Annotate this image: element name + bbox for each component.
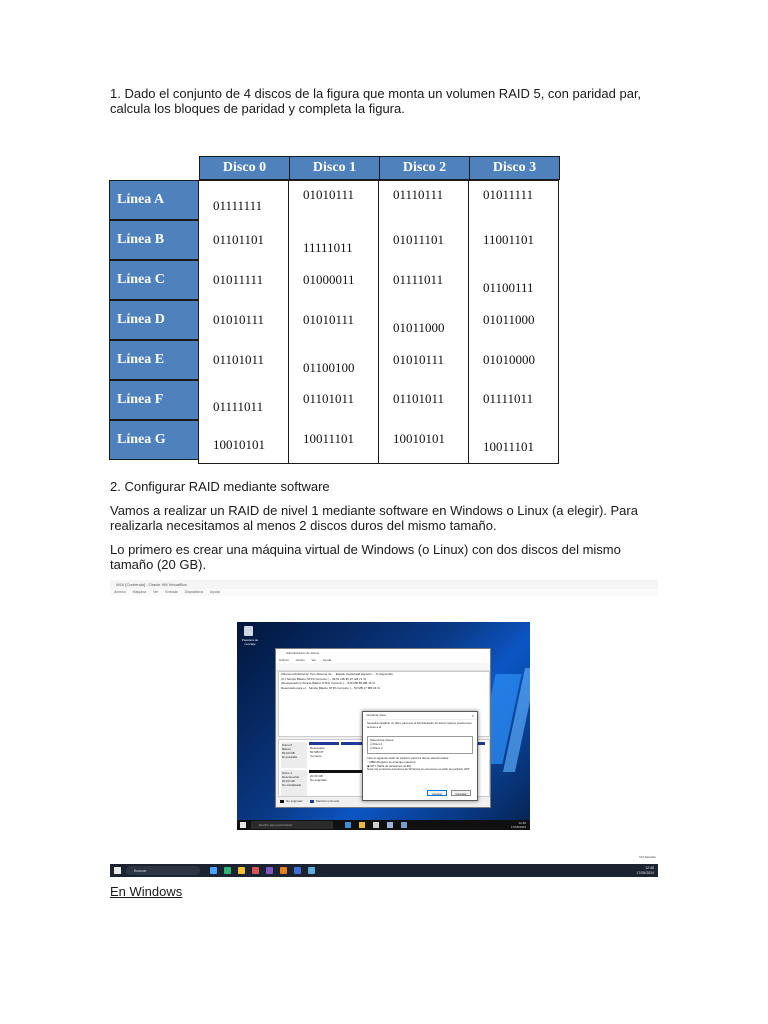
- row-label-linea-d: Línea D: [109, 300, 199, 340]
- cell-g-2: 10010101: [393, 431, 445, 446]
- cell-a-1: 01010111: [303, 187, 355, 202]
- host-time: 12:48: [645, 866, 654, 870]
- vb-menu-item[interactable]: Máquina: [132, 590, 147, 594]
- cell-f-0: 01111011: [213, 399, 264, 414]
- cell-e-3: 01010000: [483, 352, 535, 367]
- column-header-disco-3: Disco 3: [469, 156, 560, 180]
- cell-a-0: 01111111: [213, 198, 263, 213]
- question-2-heading: 2. Configurar RAID mediante software: [110, 479, 330, 494]
- disk-0-name: Disco 0: [282, 743, 293, 747]
- disk-1-name: Disco 1: [282, 771, 293, 775]
- disk-2-checkbox[interactable]: ☑ Disco 2: [370, 746, 383, 750]
- cell-d-2: 01011000: [393, 320, 445, 335]
- cell-c-1: 01000011: [303, 272, 355, 287]
- vb-menu-item[interactable]: Entrada: [165, 590, 178, 594]
- cell-c-0: 01011111: [213, 272, 264, 287]
- cell-e-1: 01100100: [303, 360, 355, 375]
- dialog-note: Nota: las versiones anteriores de Windows no reconocen el estilo de partición GPT.: [367, 767, 471, 772]
- gpt-radio[interactable]: ◉ GPT (Tabla de particiones GUID): [367, 763, 412, 768]
- cell-b-0: 01101101: [213, 232, 265, 247]
- guest-search-box[interactable]: Escribe aquí para buscar: [251, 821, 333, 829]
- cell-d-1: 01010111: [303, 312, 355, 327]
- guest-time: 12:48: [518, 821, 526, 825]
- guest-taskbar: [237, 820, 530, 830]
- column-header-disco-0: Disco 0: [199, 156, 290, 180]
- dm-menu-item[interactable]: Archivo: [279, 658, 290, 662]
- volume-row[interactable]: (C:) Simple Básico NTFS Correcto (... 49,51 GB 35,07 GB 71 %: [281, 676, 366, 681]
- virtualbox-screenshot: [110, 580, 658, 877]
- caption-en-windows: En Windows: [110, 884, 183, 899]
- cell-c-2: 01111011: [393, 272, 444, 287]
- disk-1-info[interactable]: [281, 770, 307, 796]
- cell-c-3: 01100111: [483, 280, 534, 295]
- chrome-icon[interactable]: [280, 867, 287, 874]
- cell-g-0: 10010101: [213, 437, 265, 452]
- column-header-disco-1: Disco 1: [289, 156, 380, 180]
- disk-0-type: Básico: [282, 747, 292, 751]
- disk-0-partition-size: 50 MB NT: [310, 750, 324, 754]
- edge-icon[interactable]: [224, 867, 231, 874]
- vm-paragraph: Lo primero es crear una máquina virtual de Windows (o Linux) con dos discos del mismo tamaño (20 GB).: [110, 542, 621, 572]
- host-taskbar: [110, 864, 658, 877]
- windows-start-icon[interactable]: [240, 822, 246, 828]
- close-icon[interactable]: ×: [471, 713, 474, 718]
- volume-list-header: Volumen Distribución Tipo Sistema de ... Estado Capacidad Espacio ... % disponible: [281, 672, 393, 676]
- disk-management-toolbar: [276, 663, 490, 671]
- recycle-bin-label: Papelera de reciclaje: [241, 638, 259, 646]
- cell-a-3: 01011111: [483, 187, 534, 202]
- host-date: 17/05/2024: [636, 870, 654, 875]
- cell-b-3: 11001101: [483, 232, 535, 247]
- file-explorer-icon[interactable]: [238, 867, 245, 874]
- disk-0-partition-status: Correcto: [310, 754, 322, 758]
- cell-a-2: 01110111: [393, 187, 444, 202]
- dm-menu-item[interactable]: Acción: [295, 658, 305, 662]
- partition-style-label: Usar el siguiente estilo de partición para los discos seleccionados:: [367, 756, 450, 760]
- virtualbox-status-bar: Ctrl Derecho: [639, 855, 656, 859]
- app-icon[interactable]: [252, 867, 259, 874]
- file-explorer-icon[interactable]: [359, 822, 365, 828]
- disk-legend: [280, 799, 339, 803]
- recycle-bin-icon[interactable]: [244, 626, 253, 636]
- guest-clock: [511, 821, 526, 829]
- disk-1-type: Desconocido: [282, 775, 300, 779]
- dm-menu-item[interactable]: Ver: [311, 658, 317, 662]
- disk-management-title: Administración de discos: [276, 649, 490, 657]
- virtualbox-icon[interactable]: [308, 867, 315, 874]
- disk-0-size: 50,00 GB: [282, 751, 295, 755]
- disk-0-info[interactable]: [281, 742, 307, 768]
- legend-primary: Partición primaria: [315, 799, 340, 803]
- cell-e-2: 01010111: [393, 352, 445, 367]
- cell-f-2: 01101011: [393, 391, 445, 406]
- disk-select-list: [367, 736, 473, 754]
- disk-0-partition-name: Reservado: [310, 746, 325, 750]
- mbr-radio[interactable]: ○ MBR (Registro de arranque maestro): [367, 759, 416, 764]
- cell-g-1: 10011101: [303, 431, 355, 446]
- guest-desktop: [237, 622, 530, 830]
- cancel-button[interactable]: Cancelar: [451, 790, 471, 796]
- cell-b-2: 01011101: [393, 232, 445, 247]
- row-label-linea-c: Línea C: [109, 260, 199, 300]
- disk-1-status: No inicializado: [282, 783, 302, 787]
- edge-icon[interactable]: [345, 822, 351, 828]
- volume-row[interactable]: Reservado para el... Simple Básico NTFS Correcto (... 50 MB 17 MB 34 %: [281, 685, 380, 690]
- word-icon[interactable]: [294, 867, 301, 874]
- row-label-linea-f: Línea F: [109, 380, 199, 420]
- ok-button[interactable]: Aceptar: [427, 790, 447, 796]
- taskview-icon[interactable]: [210, 867, 217, 874]
- host-search-box[interactable]: Buscar: [126, 866, 200, 875]
- vb-menu-item[interactable]: Archivo: [114, 590, 126, 594]
- store-icon[interactable]: [373, 822, 379, 828]
- initialize-disk-dialog: [362, 711, 478, 801]
- row-label-linea-e: Línea E: [109, 340, 199, 380]
- disk-management-taskbar-icon[interactable]: [401, 822, 407, 828]
- disk-1-checkbox[interactable]: ☑ Disco 1: [370, 742, 383, 746]
- dialog-description: [363, 720, 477, 731]
- legend-unallocated: No asignado: [286, 799, 303, 803]
- disk-0-status: En pantalla: [282, 755, 298, 759]
- disk-1-size: 20,00 GB: [282, 779, 295, 783]
- dialog-title: [363, 712, 477, 720]
- windows-start-icon[interactable]: [114, 867, 121, 874]
- cell-e-0: 01101011: [213, 352, 265, 367]
- vb-menu-item[interactable]: Ver: [153, 590, 159, 594]
- column-header-disco-2: Disco 2: [379, 156, 470, 180]
- vb-menu-item[interactable]: Ayuda: [210, 590, 220, 594]
- select-disks-label: Seleccionar discos:: [370, 738, 395, 742]
- virtualbox-title-bar: W10 [Corriendo] - Oracle VM VirtualBox: [110, 580, 658, 589]
- mail-icon[interactable]: [387, 822, 393, 828]
- host-clock: [636, 866, 654, 875]
- disk-1-partition-status: No asignado: [310, 778, 327, 782]
- disk-0-partition[interactable]: [309, 742, 339, 766]
- disk-1-partition-size: 20,00 GB: [310, 774, 323, 778]
- cell-f-3: 01111011: [483, 391, 534, 406]
- cell-g-3: 10011101: [483, 439, 535, 454]
- volume-row[interactable]: (Recuperación) Simple Básico NTFS Correcto (... 529 MB 85 MB 16 %: [281, 681, 376, 686]
- cell-f-1: 01101011: [303, 391, 355, 406]
- unallocated-swatch: [280, 800, 284, 803]
- vb-menu-item[interactable]: Dispositivos: [184, 590, 204, 594]
- app-icon[interactable]: [266, 867, 273, 874]
- cell-d-0: 01010111: [213, 312, 265, 327]
- row-label-linea-b: Línea B: [109, 220, 199, 260]
- dialog-text: Necesita inicializar un disco para que el Administrador de discos lógicos pueda tener acceso a él.: [367, 721, 472, 729]
- virtualbox-menu-bar: [110, 589, 658, 596]
- cell-b-1: 11111011: [303, 240, 353, 255]
- partition-style-section: [367, 757, 475, 772]
- cell-d-3: 01011000: [483, 312, 535, 327]
- dm-menu-item[interactable]: Ayuda: [322, 658, 332, 662]
- row-label-linea-a: Línea A: [109, 180, 199, 220]
- question-1-text: 1. Dado el conjunto de 4 discos de la figura que monta un volumen RAID 5, con paridad par, calcula los bloques de paridad y completa la figura.: [110, 86, 642, 116]
- row-label-linea-g: Línea G: [109, 420, 199, 460]
- intro-paragraph: Vamos a realizar un RAID de nivel 1 mediante software en Windows o Linux (a elegir). Para realizarla necesitamos al menos 2 discos duros del mismo tamaño.: [110, 503, 638, 533]
- guest-date: 17/05/2024: [510, 825, 526, 829]
- virtualbox-display-area: [110, 596, 658, 864]
- primary-partition-swatch: [310, 800, 314, 803]
- dialog-title-text: Inicializar disco: [366, 713, 387, 717]
- disk-management-window: [275, 648, 491, 808]
